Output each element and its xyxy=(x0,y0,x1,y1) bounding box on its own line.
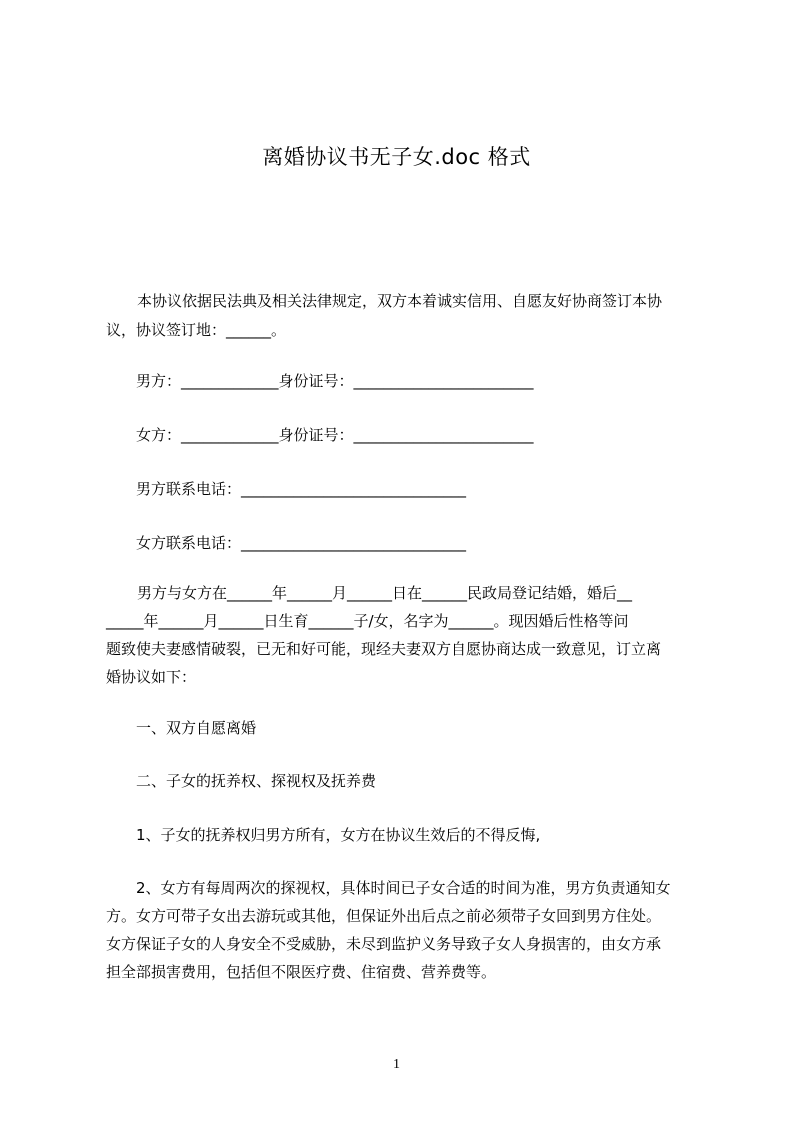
section-heading-1: 一、双方自愿离婚 xyxy=(136,719,257,737)
man-phone-line: 男方联系电话：______________________________ xyxy=(136,480,467,498)
clause-2-line-4: 担全部损害费用，包括但不限医疗费、住宿费、营养费等。 xyxy=(106,963,497,981)
woman-phone-line: 女方联系电话：______________________________ xyxy=(136,534,467,552)
intro-line-2: 议，协议签订地：______。 xyxy=(106,321,287,339)
clause-2-line-2: 方。女方可带子女出去游玩或其他，但保证外出后点之前必须带子女回到男方住处。 xyxy=(106,907,662,925)
intro-line-1: 本协议依据民法典及相关法律规定，双方本着诚实信用、自愿友好协商签订本协 xyxy=(137,292,663,310)
marriage-line-2: _____年______月______日生育______子/女，名字为______。现因婚后性格等问 xyxy=(106,612,629,630)
clause-2-line-3: 女方保证子女的人身安全不受威胁，未尽到监护义务导致子女人身损害的，由女方承 xyxy=(106,935,662,953)
marriage-line-4: 婚协议如下： xyxy=(106,668,197,686)
clause-2-line-1: 2、女方有每周两次的探视权，具体时间已子女合适的时间为准，男方负责通知女 xyxy=(136,879,671,897)
marriage-line-3: 题致使夫妻感情破裂，已无和好可能，现经夫妻双方自愿协商达成一致意见，订立离 xyxy=(106,640,662,658)
page-number: 1 xyxy=(393,1057,400,1072)
man-info-line: 男方：_____________身份证号：________________________ xyxy=(136,372,534,390)
marriage-line-1: 男方与女方在______年______月______日在______民政局登记结婚，婚后__ xyxy=(137,584,633,602)
woman-info-line: 女方：_____________身份证号：________________________ xyxy=(136,426,534,444)
document-title: 离婚协议书无子女.doc 格式 xyxy=(262,145,531,169)
clause-1-line: 1、子女的抚养权归男方所有，女方在协议生效后的不得反悔, xyxy=(136,826,541,844)
section-heading-2: 二、子女的抚养权、探视权及抚养费 xyxy=(136,772,377,790)
